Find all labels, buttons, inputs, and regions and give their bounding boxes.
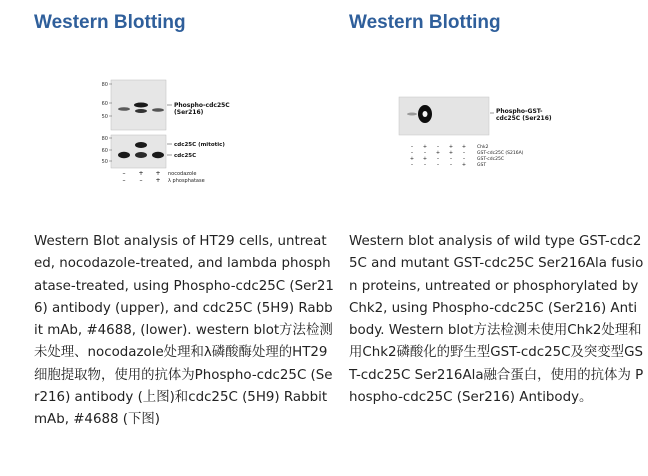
treatment-mark: + (422, 144, 428, 150)
band (152, 108, 164, 112)
treatment-mark: – (449, 156, 453, 162)
mw-marker: 60 (101, 148, 108, 154)
mw-marker: 80 (101, 82, 108, 88)
treatment-mark: – (462, 150, 466, 156)
treatment-mark: + (448, 144, 454, 150)
treatment-mark: – (436, 144, 440, 150)
band (152, 152, 164, 158)
treatment-mark: – (410, 162, 414, 168)
treatment-label: nocodazole (168, 171, 197, 177)
band (407, 113, 417, 116)
right-section-title: Western Blotting (349, 12, 501, 33)
treatment-label: GST-cdc25C (477, 157, 504, 162)
band-label: cdc25C (mitotic) (174, 142, 225, 148)
treatment-mark: + (138, 170, 144, 177)
treatment-mark: – (423, 150, 427, 156)
band (135, 142, 147, 148)
treatment-label: GST-cdc25C (S216A) (477, 151, 524, 156)
treatment-mark: – (122, 177, 126, 184)
band-label: cdc25C (Ser216) (496, 115, 552, 122)
treatment-mark: + (448, 150, 454, 156)
treatment-mark: – (449, 162, 453, 168)
band-label: (Ser216) (174, 109, 204, 116)
band (118, 107, 130, 111)
mw-marker: 50 (101, 159, 108, 165)
band (135, 109, 147, 113)
treatment-mark: – (462, 156, 466, 162)
treatment-mark: + (461, 162, 467, 168)
treatment-mark: + (461, 144, 467, 150)
band-label: cdc25C (174, 153, 197, 159)
treatment-mark: – (423, 162, 427, 168)
treatment-label: Chk2 (477, 145, 489, 150)
treatment-label: λ phosphatase (168, 178, 205, 184)
band (135, 152, 147, 158)
treatment-mark: – (410, 144, 414, 150)
treatment-mark: – (436, 156, 440, 162)
band (118, 152, 130, 158)
mw-marker: 60 (101, 101, 108, 107)
left-figure-caption: Western Blot analysis of HT29 cells, untreated, nocodazole-treated, and lambda phosphatase-treated, using Phospho-cdc25C (Ser216) antibody (upper), and cdc25C (5H9) Rabbit mAb, #4688, (lower). western blot方法检测未处理、nocodazole处理和λ磷酸酶处理的HT29细胞提取物，使用的抗体为Phospho-cdc25C (Ser216) antibody (上图)和cdc25C (5H9) Rabbit mAb, #4688 (下图) (34, 234, 334, 428)
treatment-mark: – (436, 162, 440, 168)
band-label: Phospho-GST- (496, 108, 543, 115)
treatment-mark: + (409, 156, 415, 162)
band-label: Phospho-cdc25C (174, 102, 230, 109)
treatment-label: GST (477, 163, 487, 168)
left-section-title: Western Blotting (34, 12, 186, 33)
band (134, 103, 148, 108)
right-figure-caption: Western blot analysis of wild type GST-cdc25C and mutant GST-cdc25C Ser216Ala fusion proteins, untreated or phosphorylated by Chk2, using Phospho-cdc25C (Ser216) Antibody. Western blot方法检测未使用Chk2处理和用Chk2磷酸化的野生型GST-cdc25C及突变型GST-cdc25C Ser216Ala融合蛋白，使用的抗体为 Phospho-cdc25C (Ser216) Antibody。 (349, 234, 644, 406)
mw-marker: 50 (101, 114, 108, 120)
band-highlight (423, 111, 428, 117)
treatment-mark: + (435, 150, 441, 156)
treatment-mark: + (155, 177, 161, 184)
left-western-blot-figure (84, 78, 314, 193)
right-western-blot-figure (389, 95, 644, 175)
treatment-mark: – (122, 170, 126, 177)
treatment-mark: – (139, 177, 143, 184)
mw-marker: 80 (101, 136, 108, 142)
treatment-mark: + (155, 170, 161, 177)
membrane (399, 97, 489, 135)
treatment-mark: – (410, 150, 414, 156)
treatment-mark: + (422, 156, 428, 162)
lower-membrane (111, 135, 166, 168)
